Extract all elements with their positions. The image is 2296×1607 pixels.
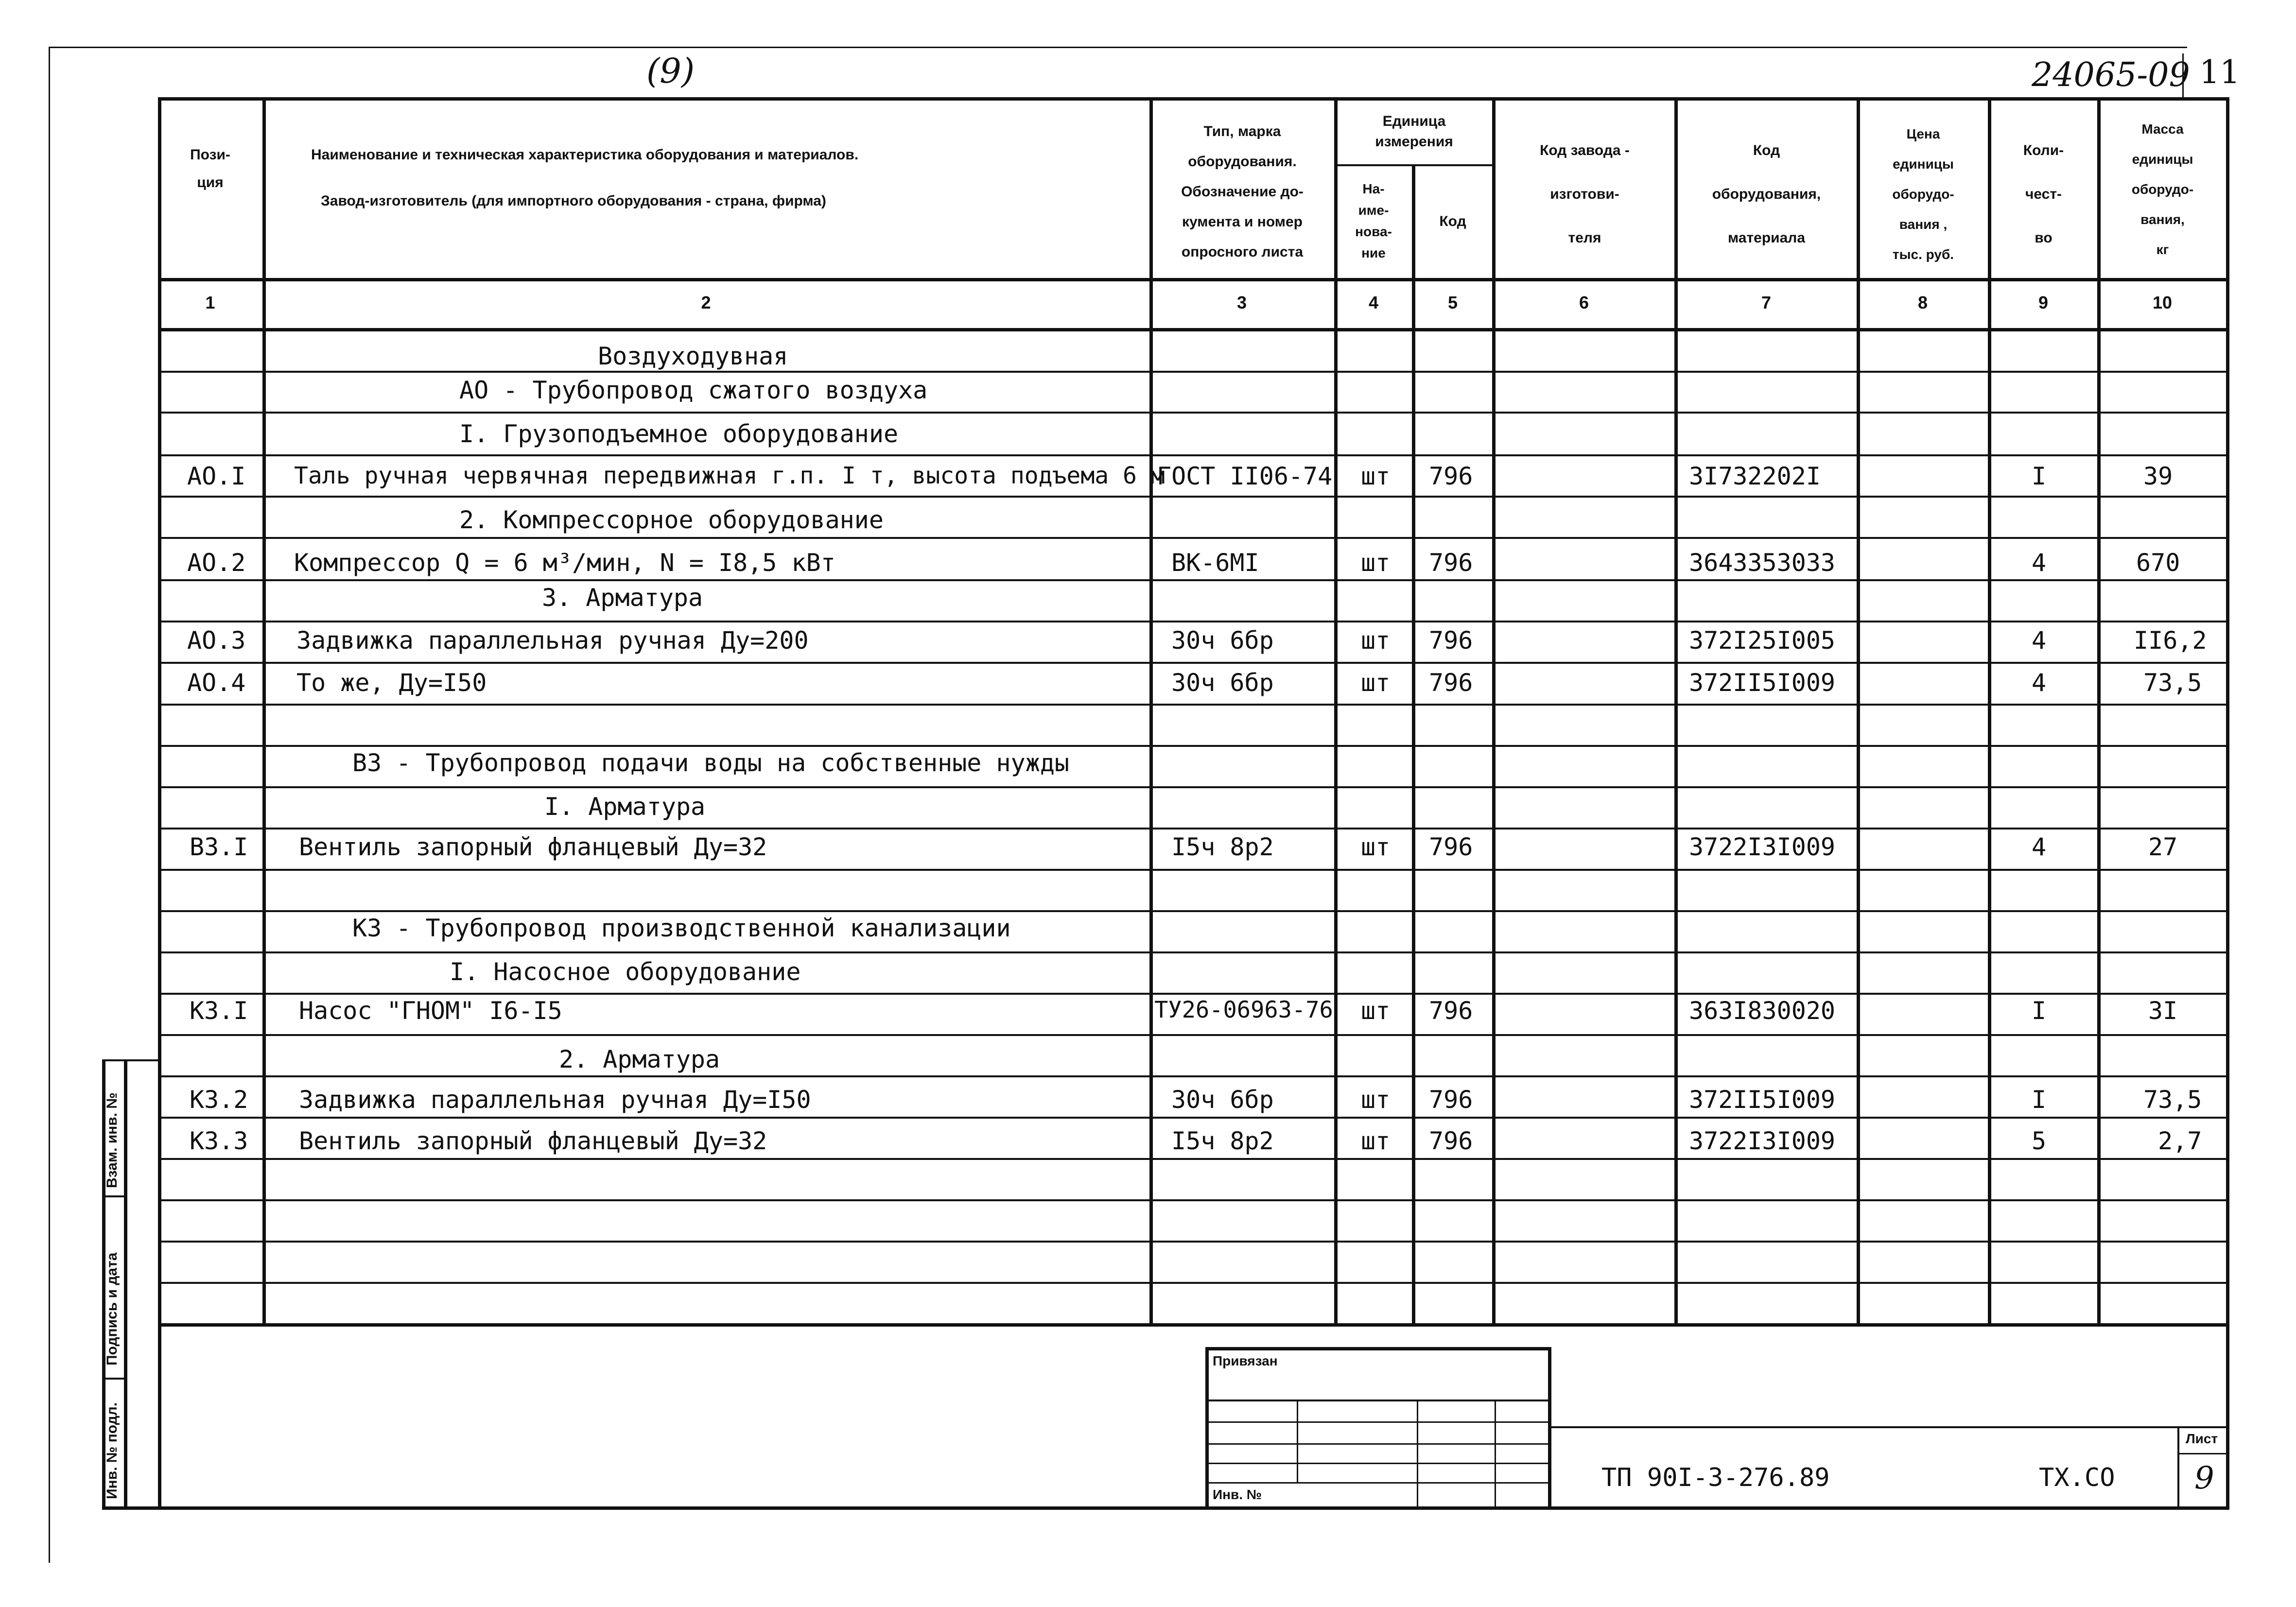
table-row-quantity: 4 <box>2032 626 2047 655</box>
table-row-position: АО.I <box>187 462 246 490</box>
table-row-quantity: I <box>2032 462 2047 490</box>
col-number: 5 <box>1447 293 1458 312</box>
table-row-mass: 2,7 <box>2158 1127 2202 1155</box>
table-row-equipment-code: 3722I3I009 <box>1689 1127 1836 1155</box>
header-manufacturer-code: Код завода - изготови- теля <box>1540 142 1630 246</box>
section-heading: 2. Арматура <box>559 1045 720 1073</box>
header-name-line2: Завод-изготовитель (для импортного оборудования - страна, фирма) <box>321 193 826 209</box>
stamp-linked-label: Привязан <box>1213 1353 1278 1368</box>
table-row-mass: 3I <box>2148 997 2178 1025</box>
table-row-unit: шт <box>1361 669 1391 697</box>
table-row-name: Задвижка параллельная ручная Ду=200 <box>296 626 809 655</box>
col-number: 10 <box>2152 293 2173 312</box>
col-number: 6 <box>1579 293 1589 312</box>
table-row-mass: 73,5 <box>2143 669 2202 697</box>
section-heading: В3 - Трубопровод подачи воды на собственные нужды <box>352 749 1070 777</box>
header-name-line1: Наименование и техническая характеристика оборудования и материалов. <box>311 147 859 163</box>
section-heading: I. Грузоподъемное оборудование <box>459 420 899 448</box>
header-position: Пози- ция <box>190 147 230 190</box>
header-mass: Масса единицы оборудо- вания, кг <box>2131 121 2194 257</box>
table-row-equipment-code: 372I25I005 <box>1689 626 1836 655</box>
section-heading: АО - Трубопровод сжатого воздуха <box>459 376 928 404</box>
col-number: 2 <box>701 293 711 312</box>
table-row-type: ВК-6МI <box>1171 549 1259 577</box>
sidebar-bottom <box>102 1506 158 1510</box>
table-row-type: ТУ26-06963-76 <box>1154 997 1333 1023</box>
table-row-mass: II6,2 <box>2134 626 2207 655</box>
table-row-name: То же, Ду=I50 <box>296 669 487 697</box>
table-row-position: К3.I <box>190 997 248 1025</box>
document-mark: ТХ.СО <box>2039 1463 2115 1492</box>
table-row-position: АО.3 <box>187 626 246 655</box>
table-row-type: I5ч 8р2 <box>1171 833 1274 861</box>
sidebar-split <box>102 1378 125 1380</box>
stamp-inv-label: Инв. № <box>1213 1487 1262 1502</box>
table-row-type: ГОСТ II06-74 <box>1157 462 1333 490</box>
sheet-number: 9 <box>2194 1460 2214 1496</box>
table-row-mass: 27 <box>2148 833 2178 861</box>
table-row-unit-code: 796 <box>1429 1086 1473 1114</box>
table-row-equipment-code: 3722I3I009 <box>1689 833 1836 861</box>
table-row-unit-code: 796 <box>1429 462 1473 490</box>
table-row-equipment-code: 372II5I009 <box>1689 669 1836 697</box>
table-row-name: Компрессор Q = 6 м³/мин, N = I8,5 кВт <box>294 549 835 577</box>
header-quantity: Коли- чест- во <box>2023 142 2064 246</box>
table-row-unit: шт <box>1361 997 1391 1025</box>
col-number: 1 <box>205 293 215 312</box>
section-heading: I. Арматура <box>544 793 706 821</box>
table-row-type: 30ч 6бр <box>1171 1086 1274 1114</box>
sidebar-original-inv: Инв. № подл. <box>104 1402 120 1499</box>
table-row-unit-code: 796 <box>1429 1127 1473 1155</box>
header-price: Цена единицы оборудо- вания , тыс. руб. <box>1892 126 1954 262</box>
table-row-name: Таль ручная червячная передвижная г.п. I т, высота подъема 6 м <box>294 462 1165 489</box>
table-row-position: АО.2 <box>187 549 246 577</box>
table-row-position: К3.3 <box>190 1127 248 1155</box>
table-row-type: I5ч 8р2 <box>1171 1127 1274 1155</box>
header-equipment-code: Код оборудования, материала <box>1712 142 1821 246</box>
sidebar-mid <box>124 1059 127 1506</box>
table-row-position: К3.2 <box>190 1086 248 1114</box>
section-heading: 3. Арматура <box>542 584 703 612</box>
col-number: 9 <box>2038 293 2049 312</box>
table-row-position: АО.4 <box>187 669 246 697</box>
section-heading: Воздуходувная <box>598 342 788 370</box>
top-mark: (9) <box>646 51 695 91</box>
table-row-equipment-code: 3I732202I <box>1689 462 1821 490</box>
table-row-name: Вентиль запорный фланцевый Ду=32 <box>299 833 767 861</box>
col-number: 7 <box>1761 293 1772 312</box>
table-row-unit: шт <box>1361 833 1391 861</box>
table-row-unit: шт <box>1361 462 1391 490</box>
header-unit-name: На- име- нова- ние <box>1355 181 1392 260</box>
col-number: 4 <box>1368 293 1379 312</box>
table-row-mass: 670 <box>2136 549 2180 577</box>
header-unit-code: Код <box>1439 213 1466 229</box>
table-row-mass: 39 <box>2143 462 2173 490</box>
section-heading: I. Насосное оборудование <box>450 958 801 986</box>
sidebar-replace-inv: Взам. инв. № <box>104 1092 120 1188</box>
table-row-equipment-code: 3643353033 <box>1689 549 1836 577</box>
archive-number: 24065-09 <box>2032 56 2190 94</box>
table-row-name: Насос "ГНОМ" I6-I5 <box>299 997 562 1025</box>
table-row-mass: 73,5 <box>2143 1086 2202 1114</box>
table-row-quantity: 4 <box>2032 669 2047 697</box>
table-row-unit-code: 796 <box>1429 833 1473 861</box>
table-row-quantity: 4 <box>2032 833 2047 861</box>
table-row-name: Вентиль запорный фланцевый Ду=32 <box>299 1127 767 1155</box>
header-unit: Единица измерения <box>1375 113 1453 150</box>
table-row-unit: шт <box>1361 549 1391 577</box>
table-row-unit: шт <box>1361 1086 1391 1114</box>
table-row-quantity: I <box>2032 1086 2047 1114</box>
table-row-unit: шт <box>1361 626 1391 655</box>
sidebar-signature-date: Подпись и дата <box>104 1252 120 1365</box>
table-row-name: Задвижка параллельная ручная Ду=I50 <box>299 1086 811 1114</box>
col-number: 3 <box>1236 293 1247 312</box>
document-code: ТП 90I-3-276.89 <box>1601 1463 1830 1492</box>
table-row-unit-code: 796 <box>1429 549 1473 577</box>
section-heading: 2. Компрессорное оборудование <box>459 506 884 534</box>
sheet-corner: 11 <box>2199 53 2240 91</box>
table-row-equipment-code: 363I830020 <box>1689 997 1836 1025</box>
header-type: Тип, марка оборудования. Обозначение до- кумента и номер опросного листа <box>1181 123 1304 260</box>
table-row-equipment-code: 372II5I009 <box>1689 1086 1836 1114</box>
sheet-label: Лист <box>2186 1431 2218 1446</box>
table-row-unit-code: 796 <box>1429 669 1473 697</box>
table-row-unit-code: 796 <box>1429 626 1473 655</box>
section-heading: К3 - Трубопровод производственной канализации <box>352 914 1011 942</box>
table-row-unit: шт <box>1361 1127 1391 1155</box>
table-row-position: В3.I <box>190 833 248 861</box>
table-row-unit-code: 796 <box>1429 997 1473 1025</box>
table-row-type: 30ч 6бр <box>1171 669 1274 697</box>
sidebar-top <box>102 1059 158 1061</box>
col-number: 8 <box>1917 293 1928 312</box>
table-row-quantity: 4 <box>2032 549 2047 577</box>
table-row-quantity: I <box>2032 997 2047 1025</box>
table-row-type: 30ч 6бр <box>1171 626 1274 655</box>
table-row-quantity: 5 <box>2032 1127 2047 1155</box>
sidebar-split <box>102 1195 125 1197</box>
